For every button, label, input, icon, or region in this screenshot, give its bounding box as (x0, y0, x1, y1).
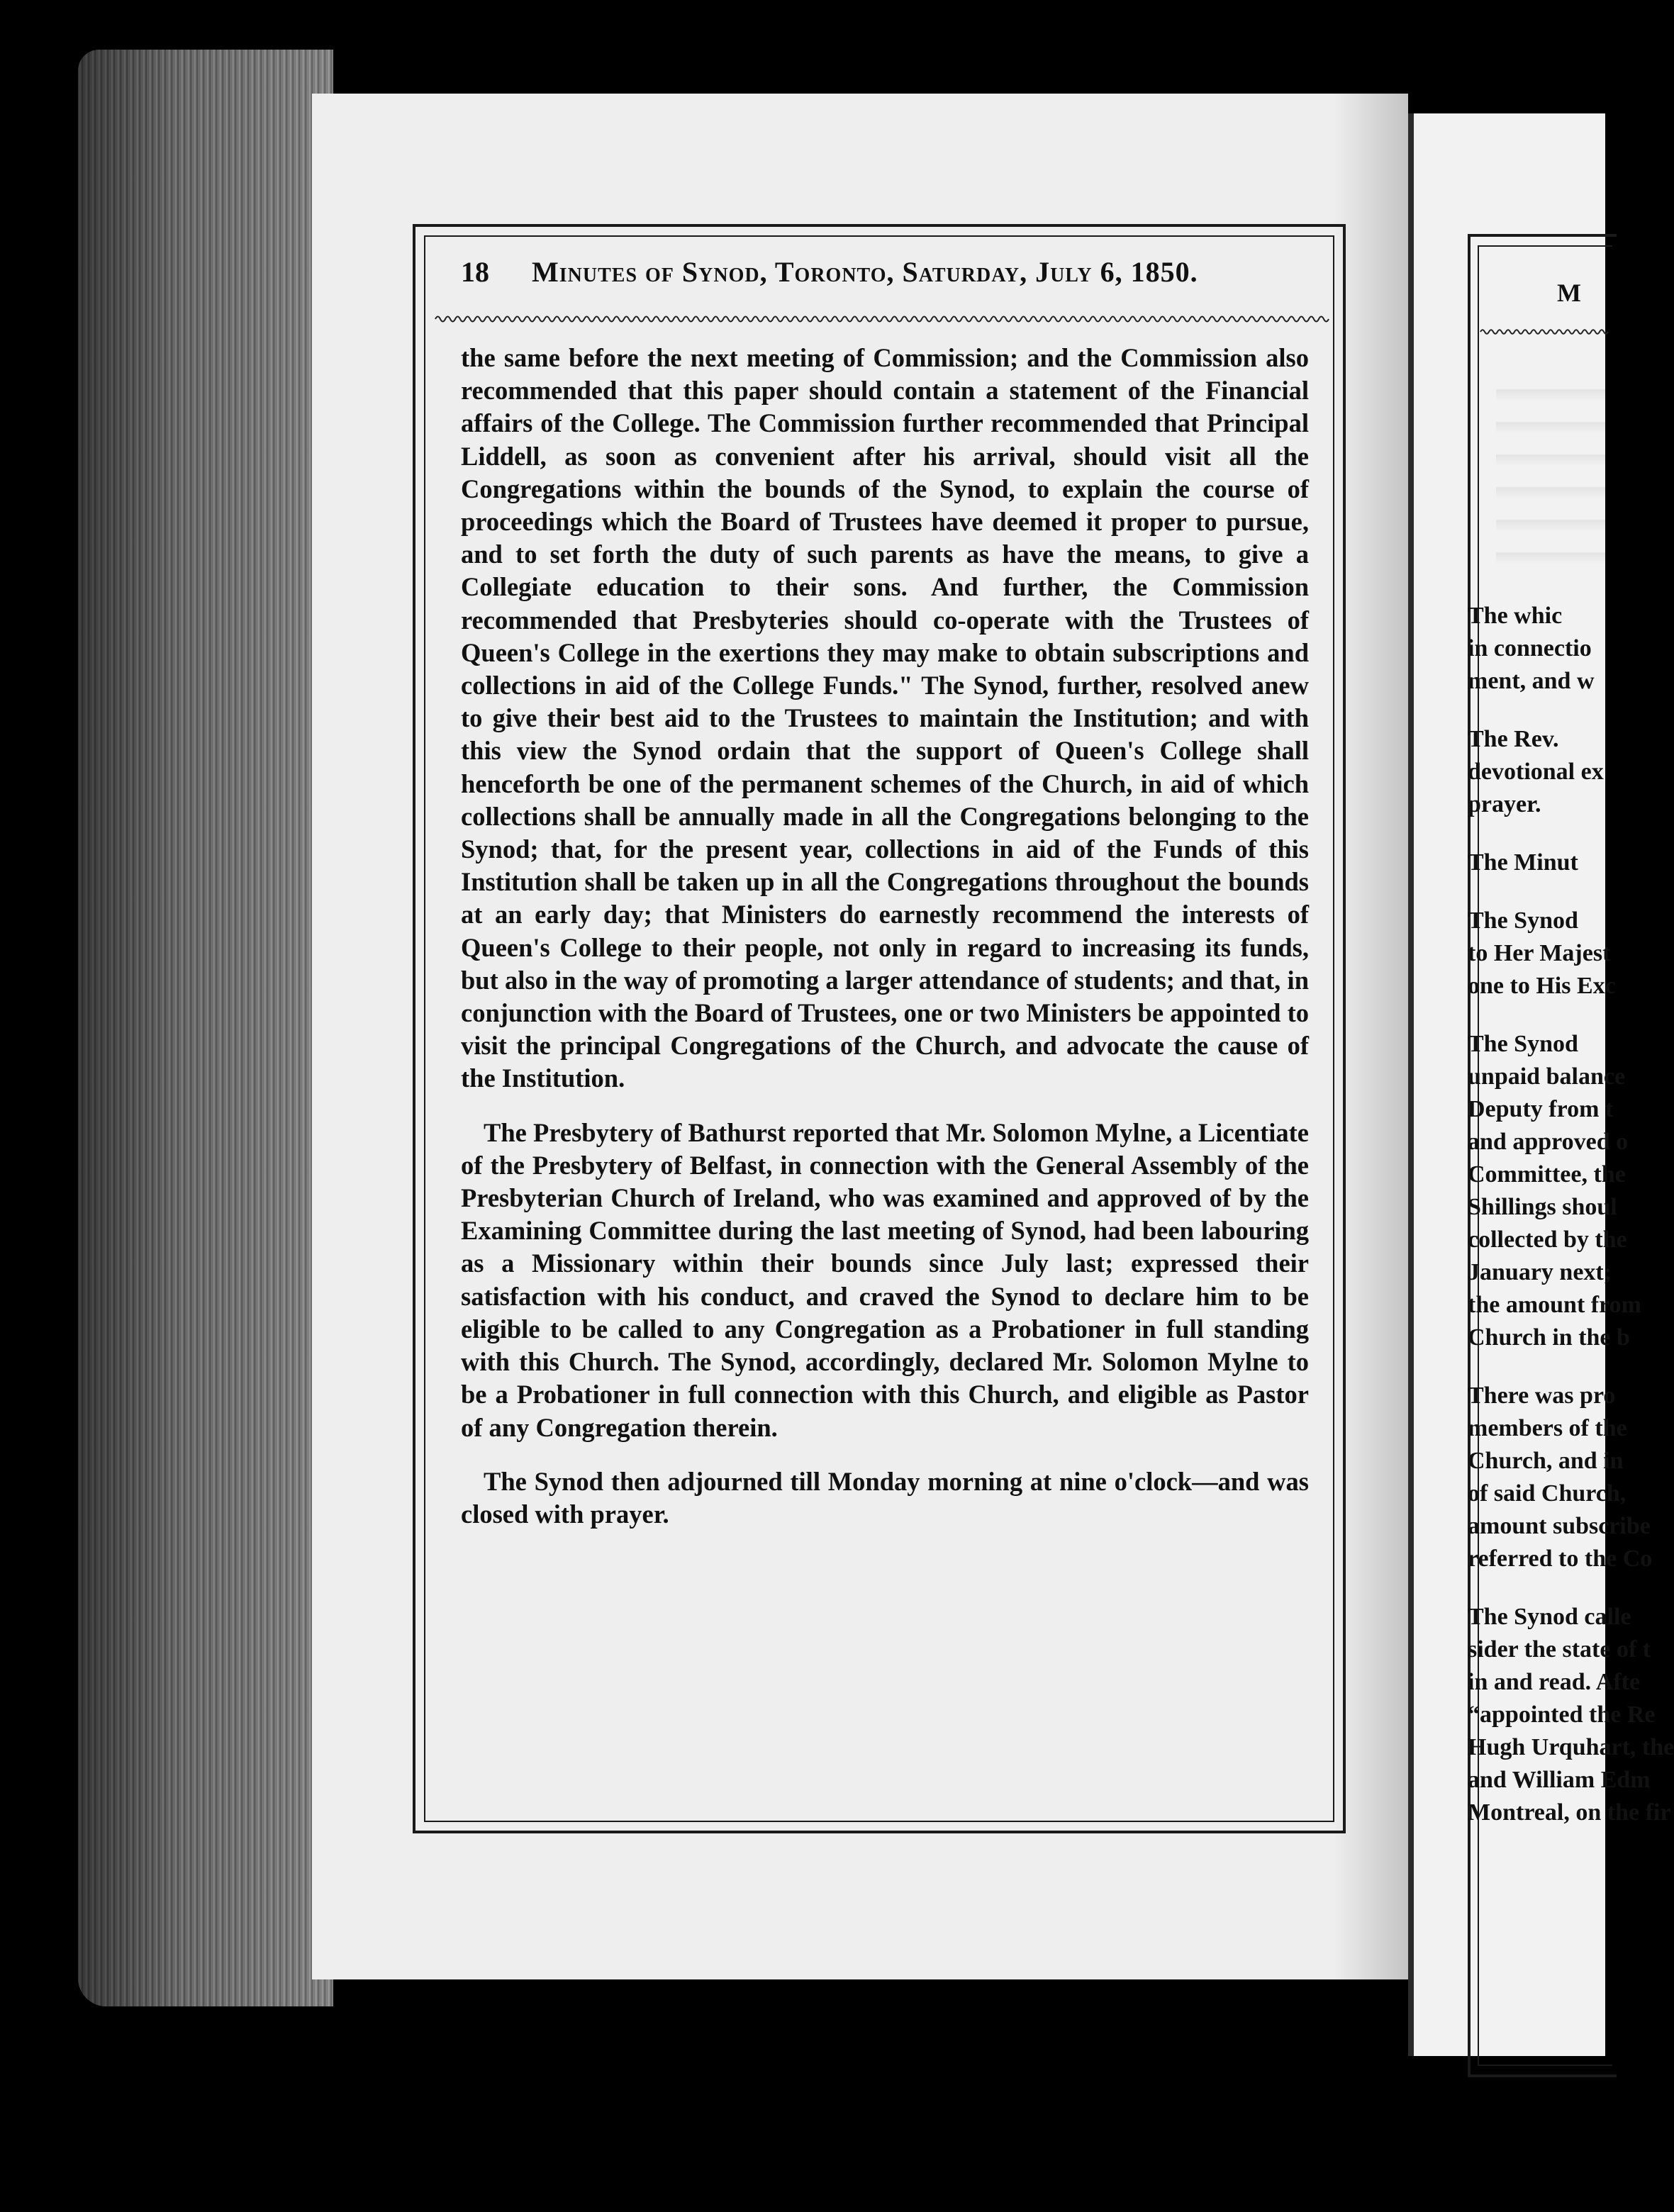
right-page-line: The Minut (1468, 849, 1578, 876)
right-page-line: January next; (1468, 1259, 1612, 1285)
right-page-text (1468, 600, 1674, 1829)
right-page-line: Montreal, on the fir (1468, 1799, 1671, 1826)
right-page-line: Church in the b (1468, 1324, 1630, 1351)
right-page-line: unpaid balance (1468, 1063, 1626, 1090)
right-page-line: amount subscribe (1468, 1513, 1651, 1539)
paragraph-gap (1468, 1002, 1609, 1028)
right-page-line: The Synod (1468, 907, 1578, 934)
paragraph-1: the same before the next meeting of Commission; and the Commission also recommended that this paper should contain a statement of the Financial affairs of the College. The Commission further recommended that Principal Liddell, as soon as convenient after his arrival, should visit all the Congregations within the bounds of the Synod, to explain the course of proceedings which the Board of Trustees have deemed it proper to pursue, and to set forth the duty of such parents as have the means, to give a Collegiate education to their sons. And further, the Commission recommended that Presbyteries should co-operate with the Trustees of Queen's College in the exertions they may make to obtain subscriptions and collections in aid of the College Funds." The Synod, further, resolved anew to give their best aid to the Trustees to maintain the Institution; and with this view the Synod ordain that the support of Queen's College shall henceforth be one of the permanent schemes of the Church, in aid of which collections shall be annually made in all the Congregations belonging to the Synod; that, for the present year, collections in aid of the Funds of this Institution shall be taken up in all the Congregations throughout the bounds at an early day; that Ministers do earnestly recommend the interests of Queen's College to their people, not only in regard to increasing its funds, but also in the way of promoting a larger attendance of students; and that, in conjunction with the Board of Trustees, one or two Ministers be appointed to visit the principal Congregations of the Church, and advocate the cause of the Institution. (461, 343, 1309, 1093)
right-page-line: one to His Exc (1468, 973, 1616, 999)
right-page-line: to Her Majest (1468, 940, 1611, 966)
right-running-head: M (1557, 279, 1581, 307)
right-page-line: in and read. Afte (1468, 1669, 1641, 1695)
right-page-line: members of the (1468, 1415, 1627, 1441)
right-page-line: in connectio (1468, 635, 1592, 661)
right-page-line: collected by the (1468, 1227, 1627, 1253)
right-page-line: The whic (1468, 603, 1563, 629)
wavy-rule (435, 312, 1323, 326)
paragraph-gap (1468, 1575, 1609, 1601)
right-page-line: of said Church, (1468, 1480, 1626, 1507)
right-wavy-rule (1480, 326, 1608, 337)
paragraph-2: The Presbytery of Bathurst reported that Mr. Solomon Mylne, a Licentiate of the Presbytery of Belfast, in connection with the General Assembly of the Presbyterian Church of Ireland, who was examined and approved of by the Examining Committee during the last meeting of Synod, had been labouring as a Missionary within their bounds since July last; expressed their satisfaction with his conduct, and craved the Synod to declare him to be eligible to be called to any Congregation as a Probationer in full standing with this Church. The Synod, accordingly, declared Mr. Solomon Mylne to be a Probationer in full connection with this Church, and eligible as Pastor of any Congregation therein. (461, 1117, 1309, 1442)
paragraph-gap (1468, 821, 1609, 847)
paragraph-3: The Synod then adjourned till Monday morning at nine o'clock—and was closed with prayer. (461, 1466, 1309, 1529)
right-page-line: sider the state of t (1468, 1636, 1651, 1663)
paragraph-gap (1468, 698, 1609, 723)
right-page-line: Committee, the (1468, 1161, 1626, 1188)
right-page-line: Hugh Urquhart, the (1468, 1734, 1674, 1760)
right-page-line: and approved o (1468, 1129, 1629, 1155)
body-text (461, 342, 1309, 1531)
running-head-title: Minutes of Synod, Toronto, Saturday, July 6, 1850. (532, 256, 1198, 288)
right-page-line: devotional ex (1468, 759, 1604, 785)
right-page-line: Church, and in (1468, 1448, 1624, 1474)
page-number: 18 (461, 256, 489, 288)
right-page-line: the amount from (1468, 1292, 1641, 1318)
right-page-line: and William Edm (1468, 1767, 1651, 1793)
right-page-line: “appointed the Re (1468, 1702, 1656, 1728)
right-page-line: Deputy from t (1468, 1096, 1614, 1122)
running-head (461, 255, 1312, 298)
right-page-line: The Synod (1468, 1031, 1578, 1057)
right-page-line: Shillings shoul (1468, 1194, 1617, 1220)
right-page-line: The Rev. (1468, 726, 1559, 752)
right-page-line: prayer. (1468, 791, 1541, 817)
paragraph-gap (1468, 1354, 1609, 1380)
book-edge-shadow (78, 50, 333, 2006)
right-page-line: referred to the Co (1468, 1546, 1653, 1572)
right-page-line: The Synod calle (1468, 1604, 1631, 1630)
paragraph-gap (1468, 879, 1609, 905)
right-page-line: There was pro (1468, 1382, 1616, 1409)
right-page-line: ment, and w (1468, 668, 1595, 694)
